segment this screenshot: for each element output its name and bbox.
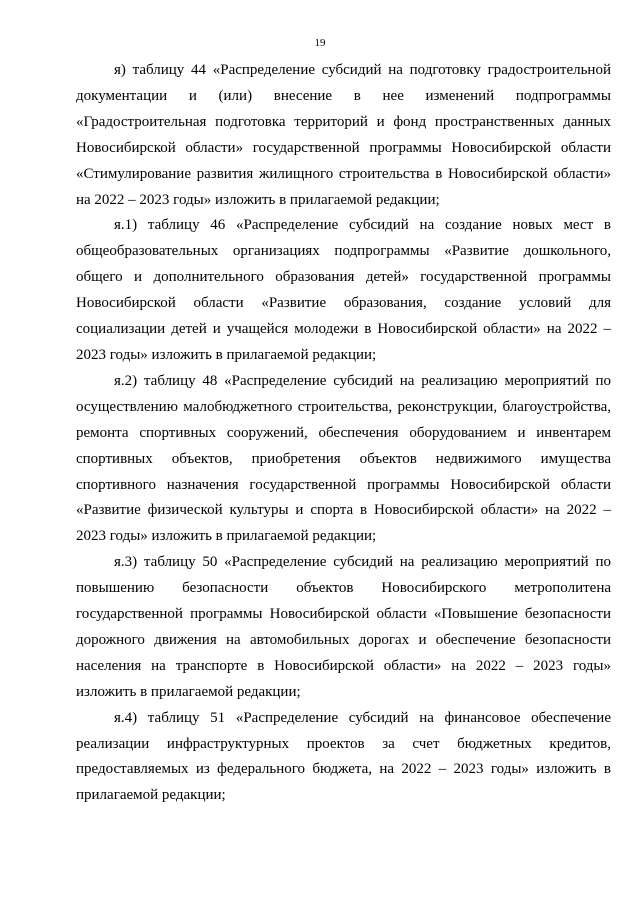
paragraph-ya-2: я.2) таблицу 48 «Распределение субсидий на реализацию мероприятий по осуществлению малобюджетного строительства, реконструкции, благоустройства, ремонта спортивных сооружений, обеспечения оборудованием и инвентарем спортивных объектов, приобретения объектов недвижимого имущества спортивного назначения государственной программы Новосибирской области «Развитие физической культуры и спорта в Новосибирской области» на 2022 – 2023 годы» изложить в прилагаемой редакции; [76,372,611,545]
paragraph-ya: я) таблицу 44 «Распределение субсидий на подготовку градостроительной документации и (или) внесение в нее изменений подпрограммы «Градостроительная подготовка территорий и фонд пространственных данных Новосибирской области» государственной программы Новосибирской области «Стимулирование развития жилищного строительства в Новосибирской области» на 2022 – 2023 годы» изложить в прилагаемой редакции; [76,62,611,208]
paragraph-ya-1: я.1) таблицу 46 «Распределение субсидий на создание новых мест в общеобразовательных организациях подпрограммы «Развитие дошкольного, общего и дополнительного образования детей» государственной программы Новосибирской области «Развитие образования, создание условий для социализации детей и учащейся молодежи в Новосибирской области» на 2022 – 2023 годы» изложить в прилагаемой редакции; [76,217,611,363]
page-number: 19 [314,37,326,49]
paragraph-ya-4: я.4) таблицу 51 «Распределение субсидий на финансовое обеспечение реализации инфраструктурных проектов за счет бюджетных кредитов, предоставляемых из федерального бюджета, на 2022 – 2023 годы» изложить в прилагаемой редакции; [76,709,611,804]
document-body [76,58,611,809]
paragraph-ya-3: я.3) таблицу 50 «Распределение субсидий на реализацию мероприятий по повышению безопасности объектов Новосибирского метрополитена государственной программы Новосибирской области «Повышение безопасности дорожного движения на автомобильных дорогах и обеспечение безопасности населения на транспорте в Новосибирской области» на 2022 – 2023 годы» изложить в прилагаемой редакции; [76,554,611,700]
